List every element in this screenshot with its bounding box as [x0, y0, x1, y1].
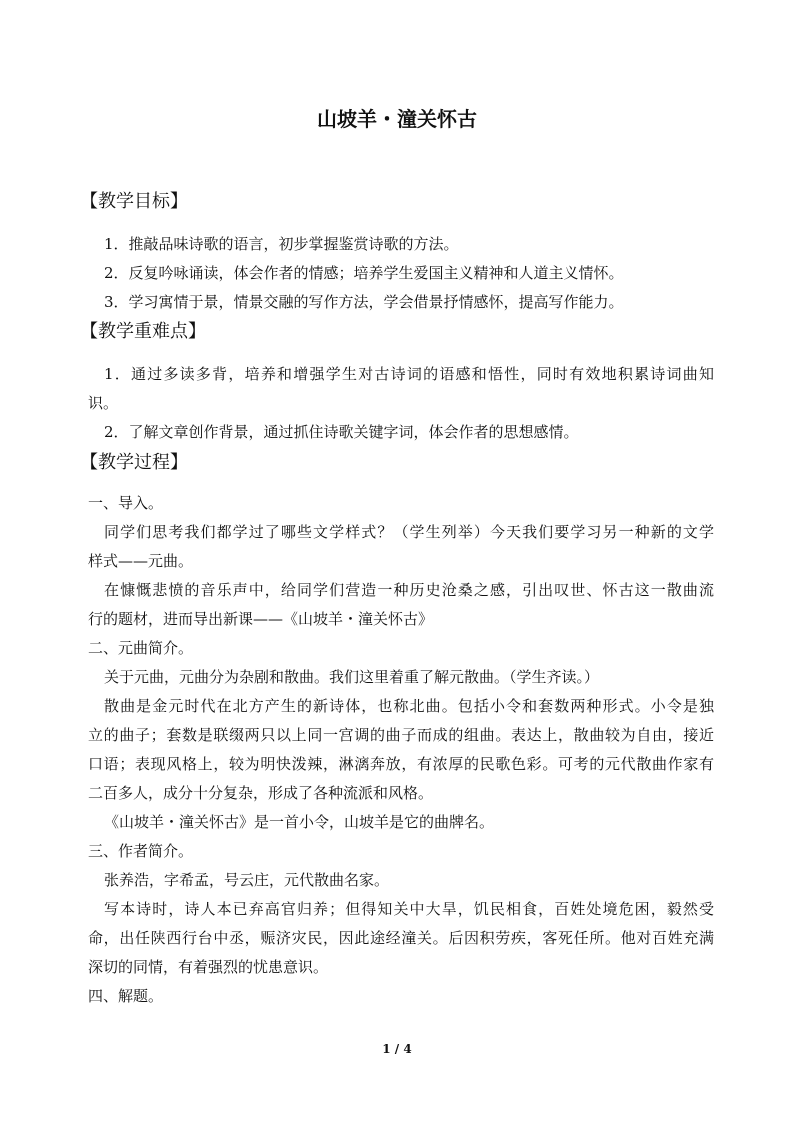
part-title-intro: 一、导入。	[88, 494, 164, 512]
yuanqu-paragraph-2-line-1: 散曲是金元时代在北方产生的新诗体，也称北曲。包括小令和套数两种形式。小令是独	[104, 697, 714, 715]
yuanqu-paragraph-2-line-2: 立的曲子；套数是联缀两只以上同一宫调的曲子而成的组曲。表达上，散曲较为自由，接近	[88, 726, 714, 744]
page-number: 1 / 4	[382, 1042, 412, 1056]
author-paragraph-1: 张养浩，字希孟，号云庄，元代散曲名家。	[104, 871, 390, 889]
section-heading-objectives: 【教学目标】	[80, 191, 188, 212]
key-point-1-line-2: 识。	[88, 394, 119, 412]
objective-item-2: 2．反复吟咏诵读，体会作者的情感；培养学生爱国主义精神和人道主义情怀。	[104, 264, 624, 282]
key-point-1-line-1: 1．通过多读多背，培养和增强学生对古诗词的语感和悟性，同时有效地积累诗词曲知	[104, 365, 714, 383]
objective-item-1: 1．推敲品味诗歌的语言，初步掌握鉴赏诗歌的方法。	[104, 235, 459, 253]
yuanqu-paragraph-1: 关于元曲，元曲分为杂剧和散曲。我们这里着重了解元散曲。（学生齐读。）	[104, 668, 600, 686]
intro-paragraph-2-line-2: 行的题材，进而导出新课——《山坡羊・潼关怀古》	[88, 610, 434, 628]
yuanqu-paragraph-2-line-3: 口语；表现风格上，较为明快泼辣，淋漓奔放，有浓厚的民歌色彩。可考的元代散曲作家有	[88, 755, 714, 773]
objective-item-3: 3．学习寓情于景，情景交融的写作方法，学会借景抒情感怀，提高写作能力。	[104, 293, 624, 311]
author-paragraph-2-line-2: 命，出任陕西行台中丞，赈济灾民，因此途经潼关。后因积劳疾，客死任所。他对百姓充满	[88, 929, 714, 947]
intro-paragraph-1-line-1: 同学们思考我们都学过了哪些文学样式？（学生列举）今天我们要学习另一种新的文学	[104, 523, 714, 541]
author-paragraph-2-line-3: 深切的同情，有着强烈的忧患意识。	[88, 958, 329, 976]
section-heading-process: 【教学过程】	[80, 452, 188, 473]
document-title: 山坡羊・潼关怀古	[317, 107, 477, 131]
part-title-explain: 四、解题。	[88, 987, 164, 1005]
yuanqu-paragraph-3: 《山坡羊・潼关怀古》是一首小令，山坡羊是它的曲牌名。	[104, 813, 495, 831]
part-title-author: 三、作者简介。	[88, 842, 194, 860]
intro-paragraph-2-line-1: 在慷慨悲愤的音乐声中，给同学们营造一种历史沧桑之感，引出叹世、怀古这一散曲流	[104, 581, 714, 599]
part-title-yuanqu: 二、元曲简介。	[88, 639, 194, 657]
key-point-2: 2．了解文章创作背景，通过抓住诗歌关键字词，体会作者的思想感情。	[104, 423, 579, 441]
intro-paragraph-1-line-2: 样式——元曲。	[88, 552, 194, 570]
yuanqu-paragraph-2-line-4: 二百多人，成分十分复杂，形成了各种流派和风格。	[88, 784, 434, 802]
author-paragraph-2-line-1: 写本诗时，诗人本已弃高官归养；但得知关中大旱，饥民相食，百姓处境危困，毅然受	[104, 900, 714, 918]
section-heading-key-points: 【教学重难点】	[80, 321, 206, 342]
